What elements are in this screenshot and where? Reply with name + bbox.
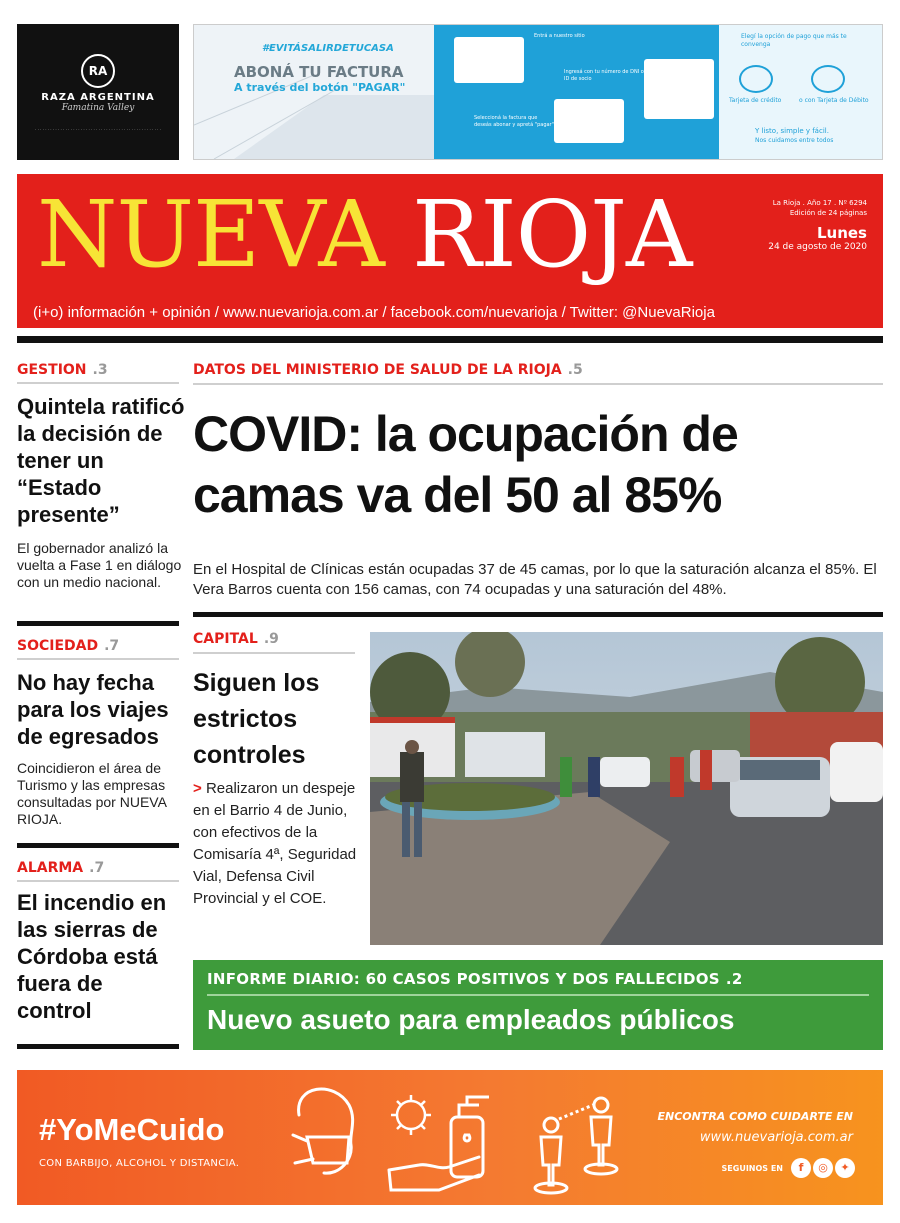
page-count: Edición de 24 páginas bbox=[789, 209, 867, 217]
twitter-icon[interactable]: ✦ bbox=[835, 1158, 855, 1178]
screen-mockup-1 bbox=[454, 37, 524, 83]
news-photo[interactable] bbox=[370, 632, 883, 945]
divider bbox=[17, 1044, 179, 1049]
facebook-icon[interactable]: f bbox=[791, 1158, 811, 1178]
logo-rioja: RIOJA bbox=[412, 181, 692, 288]
section-rule bbox=[17, 382, 179, 384]
report-headline[interactable]: Nuevo asueto para empleados públicos bbox=[207, 1004, 735, 1035]
ad-line2: A través del botón "PAGAR" bbox=[234, 81, 406, 94]
dek-quintela: El gobernador analizó la vuelta a Fase 1 en diálogo con un medio nacional. bbox=[17, 540, 182, 590]
ad-line1: ABONÁ TU FACTURA bbox=[234, 63, 404, 81]
section-label-ministerio[interactable]: DATOS DEL MINISTERIO DE SALUD DE LA RIOJA .5 bbox=[193, 362, 583, 378]
screen-mockup-2 bbox=[554, 99, 624, 143]
debit-card-icon bbox=[811, 65, 845, 93]
capital-dek bbox=[193, 778, 363, 910]
logo-nueva: NUEVA bbox=[37, 181, 384, 288]
virus-icon bbox=[391, 1095, 431, 1135]
section-rule bbox=[193, 383, 883, 385]
instagram-icon[interactable]: ◎ bbox=[813, 1158, 833, 1178]
section-rule bbox=[17, 658, 179, 660]
hand-icon bbox=[389, 1157, 479, 1190]
section-label-capital[interactable]: CAPITAL .9 bbox=[193, 631, 279, 647]
divider bbox=[193, 612, 883, 617]
ra-subtitle: Famatina Valley bbox=[61, 103, 135, 113]
report-kicker: INFORME DIARIO: 60 CASOS POSITIVOS Y DOS FALLECIDOS .2 bbox=[207, 970, 743, 988]
screen-mockup-3 bbox=[644, 59, 714, 119]
dek-egresados: Coincidieron el área de Turismo y las empresas consultadas por NUEVA RIOJA. bbox=[17, 760, 167, 827]
divider bbox=[17, 843, 179, 848]
banner-subtitle: CON BARBIJO, ALCOHOL Y DISTANCIA. bbox=[39, 1158, 240, 1169]
yomecuido-banner[interactable] bbox=[17, 1070, 883, 1205]
edition-info bbox=[768, 198, 867, 252]
ad-step4: Elegí la opción de pago que más te convenga bbox=[741, 33, 847, 48]
ra-brand-name: RAZA ARGENTINA bbox=[41, 92, 155, 103]
section-label-gestion[interactable]: GESTION .3 bbox=[17, 362, 108, 378]
ad-pay-steps-pane bbox=[434, 25, 719, 159]
street-scene-photo bbox=[370, 632, 883, 945]
ad-closing2: Nos cuidamos entre todos bbox=[755, 137, 834, 144]
headline-egresados[interactable]: No hay fecha para los viajes de egresados bbox=[17, 670, 169, 749]
ra-logo-mark: RA bbox=[81, 54, 115, 88]
masthead bbox=[17, 174, 883, 328]
issue-info: La Rioja . Año 17 . Nº 6294 bbox=[772, 199, 867, 207]
divider bbox=[17, 621, 179, 626]
ad-pay-invoice[interactable] bbox=[193, 24, 883, 160]
main-headline[interactable]: COVID: la ocupación de camas va del 50 al 85% bbox=[193, 406, 738, 523]
distance-people-icon bbox=[535, 1098, 617, 1193]
daily-report-box[interactable] bbox=[193, 960, 883, 1050]
report-rule bbox=[207, 994, 869, 996]
ad-closing1: Y listo, simple y fácil. bbox=[755, 127, 829, 135]
headline-quintela[interactable]: Quintela ratificó la decisión de tener un “Estado presente” bbox=[17, 394, 185, 527]
banner-cta: ENCONTRA COMO CUIDARTE EN bbox=[657, 1110, 853, 1123]
ad-raza-argentina[interactable] bbox=[17, 24, 179, 160]
section-label-sociedad[interactable]: SOCIEDAD .7 bbox=[17, 638, 120, 654]
ad-step1: Entrá a nuestro sitio bbox=[534, 33, 585, 39]
credit-card-icon bbox=[739, 65, 773, 93]
capital-dek-text: Realizaron un despeje en el Barrio 4 de Junio, con efectivos de la Comisaría 4ª, Seguridad Vial, Defensa Civil Provincial y el COE. bbox=[193, 780, 357, 907]
ra-fine-print: · · · · · · · · · · · · · · · · · · · · · · · · · · · · · · · · · · · · · · · · · · · · · · · · · · bbox=[35, 127, 161, 132]
banner-hashtag: #YoMeCuido bbox=[39, 1112, 225, 1147]
section-rule bbox=[17, 880, 179, 882]
ad-step3: Seleccioná la factura que deseás abonar y apretá "pagar" bbox=[474, 115, 554, 128]
banner-url[interactable]: www.nuevarioja.com.ar bbox=[699, 1130, 853, 1145]
capital-headline[interactable]: Siguen los estrictos controles bbox=[193, 669, 320, 769]
masthead-rule bbox=[17, 336, 883, 343]
covid-care-icons bbox=[279, 1075, 639, 1200]
edition-day: Lunes bbox=[816, 224, 867, 242]
ad-step2: Ingresá con tu número de DNI o ID de socio bbox=[564, 69, 644, 82]
ad-hashtag: #EVITÁSALIRDETUCASA bbox=[262, 43, 394, 54]
ad-pay-options-pane bbox=[719, 25, 882, 159]
arrow-icon: > bbox=[193, 780, 202, 797]
ad-pay-left-pane bbox=[194, 25, 434, 159]
mask-face-icon bbox=[293, 1089, 353, 1173]
ad-card1: Tarjeta de crédito bbox=[729, 97, 782, 104]
edition-date: 24 de agosto de 2020 bbox=[768, 242, 867, 252]
headline-incendio[interactable]: El incendio en las sierras de Córdoba está fuera de control bbox=[17, 890, 167, 1023]
ad-card2: o con Tarjeta de Débito bbox=[799, 97, 869, 104]
section-label-alarma[interactable]: ALARMA .7 bbox=[17, 860, 105, 876]
section-rule bbox=[193, 652, 355, 654]
banner-follow: SEGUINOS EN bbox=[721, 1164, 783, 1173]
newspaper-logo[interactable] bbox=[37, 180, 691, 290]
main-dek: En el Hospital de Clínicas están ocupadas 37 de 45 camas, por lo que la saturación alcanza el 85%. El Vera Barros cuenta con 156 camas, con 74 ocupadas y una saturación del 48%. bbox=[193, 561, 877, 598]
masthead-tagline: (i+o) información + opinión / www.nuevarioja.com.ar / facebook.com/nuevarioja / Twitter: @NuevaRioja bbox=[33, 304, 715, 321]
